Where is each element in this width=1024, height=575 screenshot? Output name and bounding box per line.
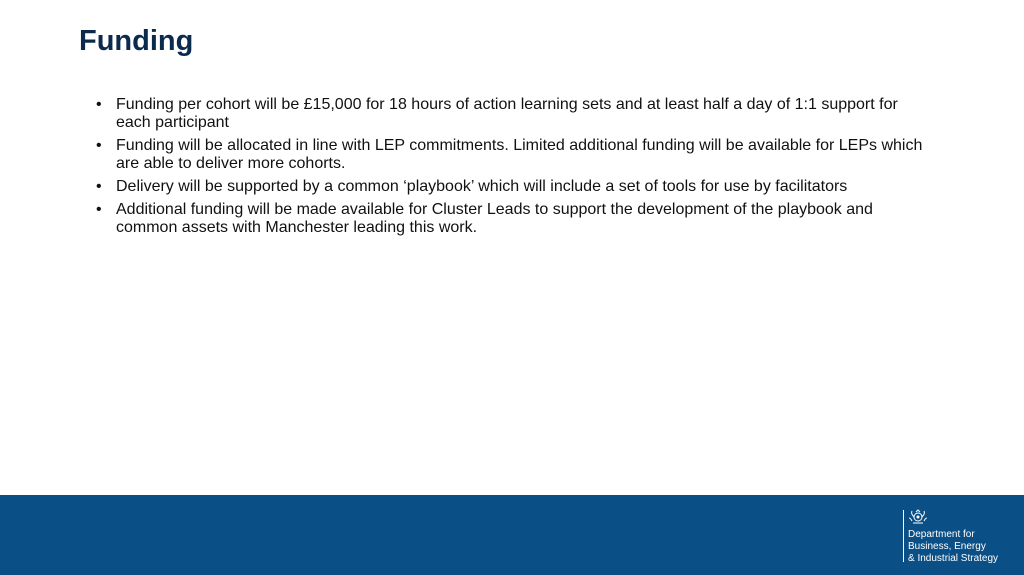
bullet-symbol: •: [96, 96, 102, 113]
bullet-text: Additional funding will be made available for Cluster Leads to support the development of the playbook and common assets with Manchester leading this work.: [116, 201, 873, 236]
bullet-item: [96, 178, 932, 196]
logo-text: [908, 529, 998, 565]
logo-line: & Industrial Strategy: [908, 553, 999, 564]
royal-crest-icon: [908, 509, 928, 525]
bullet-text: Delivery will be supported by a common ‘playbook’ which will include a set of tools for use by facilitators: [116, 178, 848, 195]
bullet-text: Funding will be allocated in line with LEP commitments. Limited additional funding will be available for LEPs which are able to deliver more cohorts.: [116, 137, 923, 172]
bullet-item: [96, 201, 932, 237]
footer-band: [0, 495, 1024, 575]
bullet-symbol: •: [96, 201, 102, 218]
bullet-item: [96, 137, 932, 173]
logo-line: Department for: [908, 529, 975, 540]
bullet-symbol: •: [96, 178, 102, 195]
bullet-symbol: •: [96, 137, 102, 154]
bullet-text: Funding per cohort will be £15,000 for 18 hours of action learning sets and at least half a day of 1:1 support for each participant: [116, 96, 898, 131]
logo-divider: [903, 510, 904, 562]
logo-line: Business, Energy: [908, 541, 986, 552]
bullet-list: [96, 96, 932, 242]
department-logo: [903, 505, 1013, 563]
slide-title: Funding: [79, 25, 194, 57]
bullet-item: [96, 96, 932, 132]
